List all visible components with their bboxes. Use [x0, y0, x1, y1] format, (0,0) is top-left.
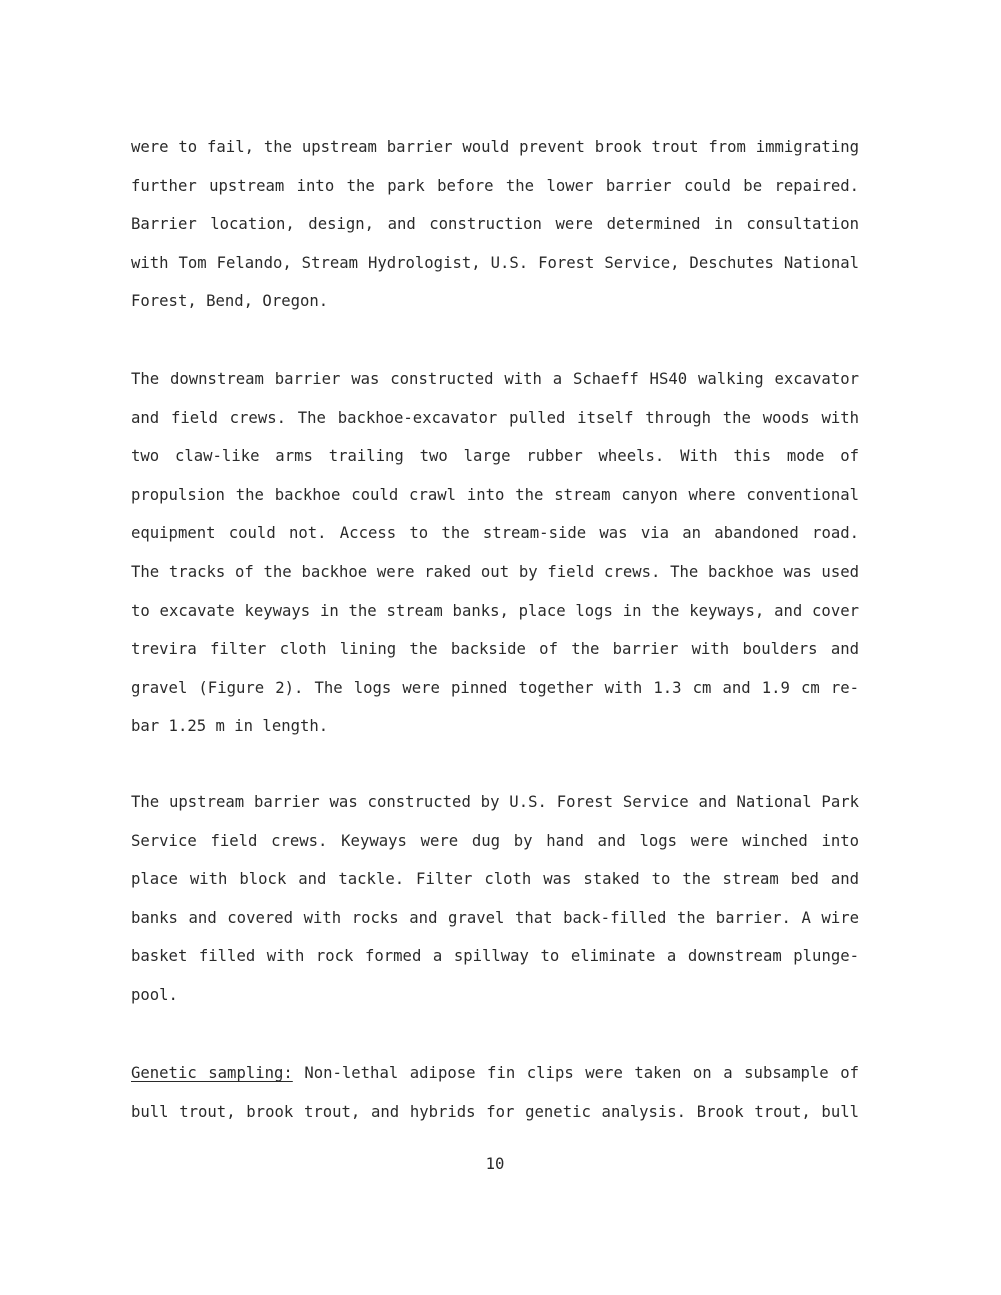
text-line: Forest, Bend, Oregon.: [131, 292, 329, 311]
text-line: basket filled with rock formed a spillway to eliminate a downstream plunge-: [131, 947, 859, 966]
text-line: with Tom Felando, Stream Hydrologist, U.S. Forest Service, Deschutes National: [131, 253, 859, 272]
text-line: trevira filter cloth lining the backside of the barrier with boulders and: [131, 640, 859, 659]
paragraph-genetic-sampling: [131, 1054, 859, 1131]
text-line: bar 1.25 m in length.: [131, 717, 329, 736]
text-line: Barrier location, design, and construction were determined in consultation: [131, 215, 859, 234]
text-line: were to fail, the upstream barrier would prevent brook trout from immigrating: [131, 138, 859, 156]
page-number: 10: [485, 1155, 505, 1173]
text-line: and field crews. The backhoe-excavator pulled itself through the woods with: [131, 408, 859, 427]
text-line: bull trout, brook trout, and hybrids for genetic analysis. Brook trout, bull: [131, 1102, 859, 1121]
text-line: Service field crews. Keyways were dug by hand and logs were winched into: [131, 831, 859, 850]
text-line: two claw-like arms trailing two large rubber wheels. With this mode of: [131, 447, 859, 466]
text-line: The downstream barrier was constructed with a Schaeff HS40 walking excavator: [131, 370, 859, 388]
text-line: gravel (Figure 2). The logs were pinned together with 1.3 cm and 1.9 cm re-: [131, 678, 859, 697]
text-line: banks and covered with rocks and gravel that back-filled the barrier. A wire: [131, 908, 859, 927]
text-line: pool.: [131, 985, 178, 1004]
text-line: The tracks of the backhoe were raked out by field crews. The backhoe was used: [131, 562, 859, 581]
paragraph-upstream-barrier: [131, 783, 859, 1015]
paragraph-downstream-barrier: [131, 360, 859, 746]
text-line: [131, 1054, 859, 1093]
text-line: to excavate keyways in the stream banks, place logs in the keyways, and cover: [131, 601, 859, 620]
text-line: further upstream into the park before the lower barrier could be repaired.: [131, 176, 859, 195]
text-line: equipment could not. Access to the stream-side was via an abandoned road.: [131, 524, 859, 543]
paragraph-barrier-redundancy: [131, 128, 859, 321]
text-run: Non-lethal adipose fin clips were taken on a subsample of: [304, 1064, 859, 1082]
section-heading: Genetic sampling:: [131, 1064, 293, 1082]
text-line: The upstream barrier was constructed by U.S. Forest Service and National Park: [131, 793, 859, 811]
text-line: propulsion the backhoe could crawl into the stream canyon where conventional: [131, 485, 859, 504]
text-line: place with block and tackle. Filter cloth was staked to the stream bed and: [131, 870, 859, 889]
